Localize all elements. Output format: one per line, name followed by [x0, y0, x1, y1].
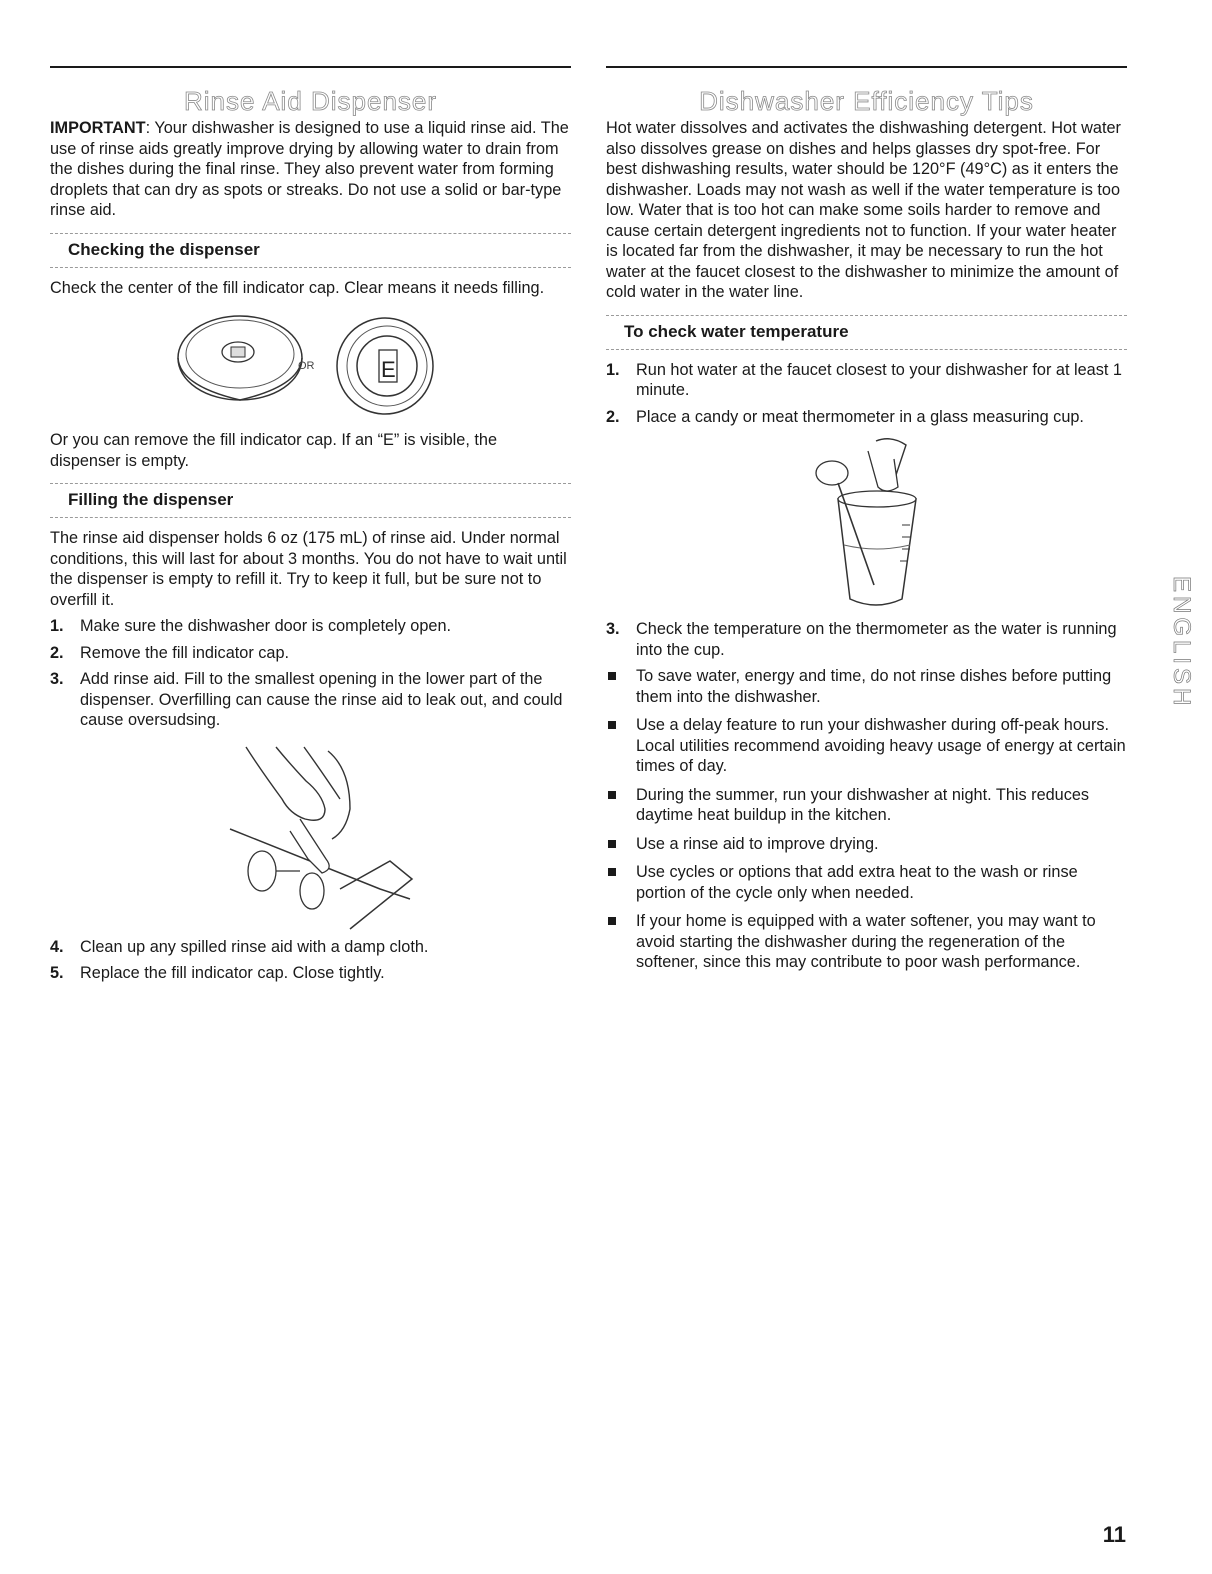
fill-cap-illustration	[50, 306, 571, 422]
section-title-rinse-aid: Rinse Aid Dispenser	[183, 86, 438, 116]
efficiency-tips-list	[606, 666, 1127, 973]
filling-text: The rinse aid dispenser holds 6 oz (175 mL) of rinse aid. Under normal conditions, this will last for about 3 months. You do not have to wait until the dispenser is empty to refill it. Try to keep it full, but be sure not to overfill it.	[50, 529, 567, 609]
list-item: 1. Make sure the dishwasher door is completely open.	[50, 617, 452, 635]
thermometer-cup-figure	[606, 435, 1127, 611]
list-item: 3. Check the temperature on the thermometer as the water is running into the cup.	[606, 620, 1117, 659]
bullet-icon	[608, 672, 616, 680]
finishing-steps-list	[50, 937, 571, 984]
language-side-tab	[1157, 568, 1195, 790]
e-label: E	[381, 357, 396, 382]
list-item: 5. Replace the fill indicator cap. Close tightly.	[50, 964, 385, 982]
top-rule	[606, 66, 1127, 68]
list-item: During the summer, run your dishwasher at night. This reduces daytime heat buildup in the kitchen.	[606, 785, 1127, 826]
side-tab-label: ENGLISH	[1168, 576, 1195, 710]
list-item: 1. Run hot water at the faucet closest to your dishwasher for at least 1 minute.	[606, 360, 1122, 399]
fill-indicator-cap-figure	[50, 306, 571, 422]
list-item: 2. Place a candy or meat thermometer in a glass measuring cup.	[606, 407, 1084, 426]
thermometer-cup-illustration	[606, 435, 1127, 611]
bullet-icon	[608, 791, 616, 799]
list-item: If your home is equipped with a water softener, you may want to avoid starting the dishwasher during the regeneration of the softener, since this may contribute to poor wash performance.	[606, 911, 1127, 973]
temperature-step-3	[606, 619, 1127, 660]
list-item: Use a delay feature to run your dishwasher during off-peak hours. Local utilities recommend avoiding heavy usage of energy at certain times of day.	[606, 715, 1127, 777]
checking-heading: Checking the dispenser	[50, 233, 571, 268]
filling-heading: Filling the dispenser	[50, 483, 571, 518]
or-label: OR	[298, 360, 315, 372]
left-column	[50, 66, 571, 990]
list-item: 3. Add rinse aid. Fill to the smallest opening in the lower part of the dispenser. Overfilling can cause the rinse aid to leak out, and could cause oversudsing.	[50, 670, 563, 729]
efficiency-intro: Hot water dissolves and activates the dishwashing detergent. Hot water also dissolves grease on dishes and helps glasses dry spot-free. For best dishwashing results, water should be 120°F (49°C) as it enters the dishwasher. Loads may not wash as well if the water temperature is too low. Water that is too hot can make some soils harder to remove and cause certain detergent ingredients not to function. If your water heater is located far from the dishwasher, it may be necessary to run the hot water at the faucet closest to the dishwasher to minimize the amount of cold water in the water line.	[606, 119, 1121, 301]
rinse-aid-pour-figure	[50, 739, 571, 929]
list-item: Use a rinse aid to improve drying.	[606, 834, 1127, 855]
bullet-icon	[608, 721, 616, 729]
top-rule	[50, 66, 571, 68]
bullet-icon	[608, 917, 616, 925]
right-column	[606, 66, 1127, 981]
check-temperature-heading: To check water temperature	[606, 315, 1127, 350]
list-item: To save water, energy and time, do not rinse dishes before putting them into the dishwasher.	[606, 666, 1127, 707]
bullet-icon	[608, 840, 616, 848]
temperature-steps-list	[606, 360, 1127, 428]
important-text: : Your dishwasher is designed to use a liquid rinse aid. The use of rinse aids greatly improve drying by allowing water to drain from the dishes during the final rinse. They also prevent water from forming droplets that can dry as spots or streaks. Do not use a solid or bar-type rinse aid.	[50, 119, 569, 219]
remove-cap-text: Or you can remove the fill indicator cap. If an “E” is visible, the dispenser is empty.	[50, 431, 498, 470]
section-title-efficiency-tips: Dishwasher Efficiency Tips	[699, 86, 1034, 116]
pour-rinse-aid-illustration	[50, 739, 571, 929]
list-item: 4. Clean up any spilled rinse aid with a damp cloth.	[50, 937, 429, 956]
important-label: IMPORTANT	[50, 119, 146, 137]
page-number: 11	[1102, 1522, 1126, 1547]
important-paragraph	[50, 118, 571, 221]
checking-text: Check the center of the fill indicator cap. Clear means it needs filling.	[50, 278, 545, 297]
list-item: Use cycles or options that add extra heat to the wash or rinse portion of the cycle only when needed.	[606, 862, 1127, 903]
bullet-icon	[608, 868, 616, 876]
list-item: 2. Remove the fill indicator cap.	[50, 643, 290, 662]
filling-steps-list	[50, 616, 571, 731]
